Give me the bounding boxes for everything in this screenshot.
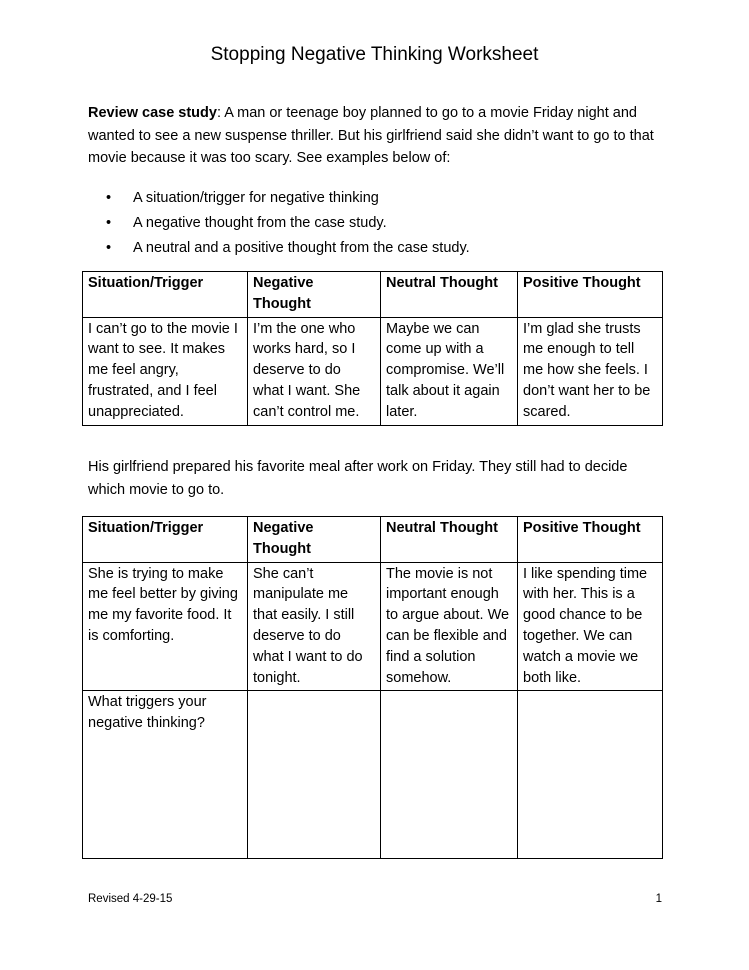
column-header: Positive Thought [518,517,663,563]
table-cell: I like spending time with her. This is a good chance to be together. We can watch a movie we both like. [518,562,663,691]
table-cell: She is trying to make me feel better by giving me my favorite food. It is comforting. [83,562,248,691]
column-header: Negative Thought [248,272,381,318]
blank-answer-cell[interactable] [518,691,663,859]
examples-list [106,186,470,261]
column-header: Situation/Trigger [83,272,248,318]
case-study-text: : A man or teenage boy planned to go to a movie Friday night and wanted to see a new suspense thriller. But his girlfriend said she didn’t want to go to that movie because it was too scary. See examples below of: [88,105,654,166]
table-header-row [83,517,663,563]
table-row [83,562,663,691]
trigger-prompt-cell: What triggers your negative thinking? [83,691,248,859]
column-header: Positive Thought [518,272,663,318]
table-cell: The movie is not important enough to argue about. We can be flexible and find a solution somehow. [381,562,518,691]
revision-date: Revised 4-29-15 [88,893,173,905]
table-row [83,691,663,859]
table-cell: I’m the one who works hard, so I deserve to do what I want. She can’t control me. [248,317,381,425]
list-item: • A situation/trigger for negative thinking [106,186,470,211]
list-item: • A negative thought from the case study. [106,211,470,236]
table-cell: I can’t go to the movie I want to see. It makes me feel angry, frustrated, and I feel unappreciated. [83,317,248,425]
column-header: Neutral Thought [381,272,518,318]
table-header-row [83,272,663,318]
list-item: • A neutral and a positive thought from the case study. [106,236,470,261]
worksheet-table [82,516,663,859]
page-title: Stopping Negative Thinking Worksheet [210,44,539,65]
blank-answer-cell[interactable] [381,691,518,859]
case-study-label: Review case study [88,105,217,121]
case-study-intro [88,102,668,170]
table-cell: Maybe we can come up with a compromise. We’ll talk about it again later. [381,317,518,425]
column-header: Neutral Thought [381,517,518,563]
table-cell: I’m glad she trusts me enough to tell me how she feels. I don’t want her to be scared. [518,317,663,425]
case-study-table [82,271,663,426]
table-cell: She can’t manipulate me that easily. I still deserve to do what I want to do tonight. [248,562,381,691]
second-scenario: His girlfriend prepared his favorite meal after work on Friday. They still had to decide which movie to go to. [88,459,628,498]
page-number: 1 [655,893,662,905]
column-header: Situation/Trigger [83,517,248,563]
column-header: Negative Thought [248,517,381,563]
blank-answer-cell[interactable] [248,691,381,859]
table-row [83,317,663,425]
